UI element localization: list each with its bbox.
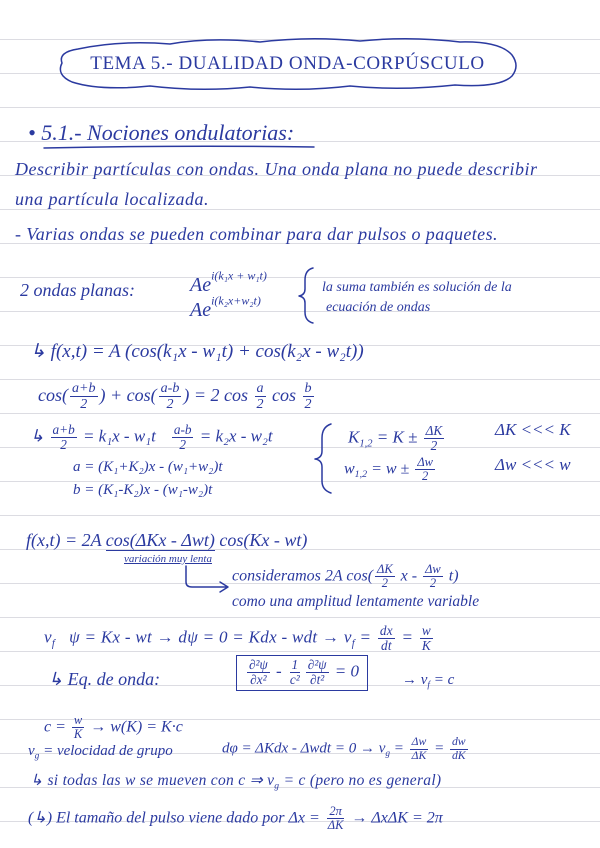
phase-velocity-symbol: v: [343, 627, 352, 647]
amplitude-fraction-1: [375, 563, 395, 591]
plane-waves-note-1: la suma también es solución de la: [322, 280, 512, 295]
plane-wave-2-base: Ae: [190, 299, 212, 321]
fraction-numerator: w: [421, 623, 432, 638]
wave-eq-equals-zero: = 0: [334, 661, 360, 681]
fraction-numerator: ΔK: [377, 562, 393, 576]
k-definition: [348, 424, 446, 454]
plane-wave-2: [190, 293, 261, 322]
plane-waves-note-2: ecuación de ondas: [326, 300, 431, 315]
group-eq-2: =: [434, 740, 445, 757]
a-definition: a = (K₁+K₂)x - (w₁+w₂)t: [73, 459, 223, 475]
wave-equation-box: [236, 655, 368, 691]
phase-derivation: ψ = Kx - wt → dψ = 0 = Kdx - wdt →: [69, 627, 340, 647]
pulse-text-pre: (↳) El tamaño del pulso viene dado por Δx =: [28, 809, 320, 827]
fraction-numerator: ΔK: [425, 423, 443, 438]
amplitude-text-1: consideramos 2A cos(: [232, 567, 374, 585]
pulse-text-post: → ΔxΔK = 2π: [351, 809, 443, 827]
fraction-numerator: a-b: [173, 422, 192, 437]
identity-fraction-4: [303, 381, 314, 412]
identity-text-3: ) = 2 cos: [183, 384, 248, 405]
hook-arrow: [186, 566, 228, 592]
brace-definitions: [315, 424, 331, 493]
fraction-denominator: 2: [256, 396, 264, 413]
section-heading-text: 5.1.- Nociones ondulatorias:: [41, 120, 295, 145]
plane-wave-2-exponent: i(k₂x+w₂t): [211, 293, 261, 308]
fraction-denominator: 2: [422, 469, 429, 484]
intro-line-2: una partícula localizada.: [15, 189, 209, 209]
wave-eq-fraction-3: [306, 658, 329, 688]
plane-wave-1-exponent: i(k₁x + w₁t): [211, 268, 267, 283]
fraction-numerator: 2π: [329, 804, 342, 818]
bullet-point: •: [28, 120, 36, 145]
fraction-numerator: dx: [379, 623, 393, 638]
phase-velocity-line: [44, 624, 435, 654]
fraction-denominator: 2: [381, 576, 388, 591]
k-fraction: [424, 424, 445, 454]
nondispersive-pre: ↳ si todas las w se mueven con c ⇒ v: [30, 772, 275, 789]
fraction-numerator: Δw: [411, 735, 427, 748]
fraction-denominator: ΔK: [411, 748, 427, 762]
plane-wave-1-base: Ae: [190, 274, 212, 296]
amplitude-line: [232, 563, 459, 591]
carrier-term: cos(Kx - wt): [219, 530, 308, 550]
group-fraction-1: [410, 736, 429, 762]
product-form-line: [26, 530, 307, 552]
nondispersive-note: [30, 772, 441, 791]
product-form-prefix: f(x,t) = 2A: [26, 530, 102, 550]
substitution-eq-1: = k₁x - w₁t: [82, 426, 156, 446]
w-symbol: w: [344, 460, 355, 478]
k-symbol: K: [348, 427, 360, 447]
w-equals: = w ±: [371, 460, 410, 478]
envelope-term: cos(ΔKx - Δwt): [105, 530, 215, 550]
phase-eq-1: =: [359, 627, 372, 647]
identity-text-4: cos: [272, 384, 297, 405]
phase-velocity-label-subscript: f: [51, 638, 56, 650]
amplitude-line-2: como una amplitud lentamente variable: [232, 593, 480, 610]
phase-velocity-label: v: [44, 627, 52, 647]
k-equals: = K ±: [376, 427, 418, 447]
group-velocity-label: [28, 742, 173, 760]
wave-equation-result: [402, 671, 454, 689]
w-definition: [344, 456, 437, 484]
amplitude-text-3: t): [448, 567, 459, 585]
dispersion-line: [44, 714, 183, 742]
group-velocity-derivation: [222, 736, 470, 762]
identity-text-2: ) + cos(: [99, 384, 157, 405]
dispersion-text-2: → w(K) = K·c: [90, 718, 183, 736]
plane-waves-label: 2 ondas planas:: [20, 280, 136, 300]
group-velocity-symbol: v: [28, 743, 35, 759]
section-heading: [28, 120, 294, 146]
envelope-note: variación muy lenta: [124, 553, 212, 565]
fraction-denominator: 2: [80, 396, 88, 413]
fraction-numerator: b: [304, 380, 312, 396]
substitution-fraction-2: [172, 423, 194, 453]
heading-underline: [44, 146, 314, 148]
superposition-line: ↳ f(x,t) = A (cos(k₁x - w₁t) + cos(k₂x - w₂t)): [30, 341, 364, 362]
pulse-fraction: [326, 805, 346, 833]
fraction-denominator: 2: [429, 576, 437, 591]
fraction-numerator: a+b: [72, 380, 96, 396]
wave-result-pre: → v: [402, 672, 428, 688]
fraction-denominator: K: [73, 727, 83, 742]
pulse-size-line: [28, 805, 443, 833]
substitution-eq-2: = k₂x - w₂t: [199, 426, 273, 446]
fraction-numerator: w: [73, 713, 83, 727]
k-subscript: 1,2: [359, 438, 373, 450]
fraction-numerator: a+b: [52, 422, 75, 437]
fraction-denominator: c²: [289, 672, 300, 688]
intro-line-3: - Varias ondas se pueden combinar para dar pulsos o paquetes.: [15, 224, 498, 244]
fraction-numerator: ∂²ψ: [249, 657, 268, 672]
w-condition: Δw <<< w: [495, 455, 571, 474]
brace-plane-waves: [299, 268, 313, 323]
group-eq-1: =: [393, 740, 404, 757]
wave-eq-minus: -: [276, 661, 282, 681]
fraction-numerator: ∂²ψ: [307, 657, 327, 672]
fraction-numerator: Δw: [417, 455, 433, 469]
dispersion-fraction: [72, 714, 84, 742]
fraction-denominator: dK: [451, 748, 466, 762]
group-fraction-2: [450, 736, 468, 762]
fraction-denominator: ΔK: [327, 818, 344, 833]
fraction-denominator: 2: [430, 438, 438, 454]
group-derivation-text: dφ = ΔKdx - Δwdt = 0 → v: [222, 740, 386, 757]
identity-fraction-1: [70, 381, 98, 412]
identity-fraction-3: [255, 381, 266, 412]
amplitude-text-2: x -: [400, 567, 418, 585]
cosine-identity-line: [38, 381, 316, 412]
identity-fraction-2: [159, 381, 182, 412]
fraction-denominator: 2: [166, 396, 174, 413]
dispersion-text-1: c =: [44, 718, 66, 736]
b-definition: b = (K₁-K₂)x - (w₁-w₂)t: [73, 482, 213, 498]
w-subscript: 1,2: [354, 469, 368, 481]
phase-velocity-subscript: f: [351, 638, 355, 650]
fraction-numerator: a: [256, 380, 264, 396]
phase-fraction-2: [420, 624, 433, 654]
k-condition: ΔK <<< K: [495, 420, 571, 439]
w-fraction: [415, 456, 435, 484]
wave-result-post: = c: [433, 672, 455, 688]
amplitude-fraction-2: [423, 563, 443, 591]
wave-eq-fraction-2: [288, 658, 302, 688]
fraction-numerator: a-b: [160, 380, 180, 396]
phase-eq-2: =: [401, 627, 414, 647]
identity-text-1: cos(: [38, 384, 68, 405]
intro-line-1: Describir partículas con ondas. Una onda plana no puede describir: [15, 159, 538, 179]
fraction-denominator: K: [421, 638, 432, 654]
fraction-denominator: dt: [380, 638, 392, 654]
fraction-numerator: 1: [291, 657, 299, 672]
substitution-line: [30, 423, 273, 453]
page-title: TEMA 5.- DUALIDAD ONDA-CORPÚSCULO: [90, 53, 485, 74]
fraction-numerator: Δw: [425, 562, 441, 576]
fraction-denominator: ∂t²: [310, 672, 325, 688]
fraction-denominator: 2: [304, 396, 312, 413]
fraction-denominator: 2: [60, 437, 67, 453]
wave-result-subscript: f: [427, 680, 431, 691]
substitution-fraction-1: [51, 423, 77, 453]
fraction-denominator: 2: [179, 437, 186, 453]
substitution-arrow: ↳: [30, 426, 45, 446]
wave-eq-fraction-1: [247, 658, 270, 688]
fraction-denominator: ∂x²: [250, 672, 267, 688]
wave-equation-label: ↳ Eq. de onda:: [48, 669, 161, 689]
phase-fraction-1: [378, 624, 395, 654]
nondispersive-subscript: g: [274, 780, 280, 792]
fraction-numerator: dw: [451, 735, 466, 748]
nondispersive-post: = c (pero no es general): [283, 772, 442, 789]
group-velocity-description: = velocidad de grupo: [43, 743, 173, 759]
group-velocity-subscript: g: [34, 751, 40, 762]
group-derivation-subscript: g: [385, 748, 391, 759]
